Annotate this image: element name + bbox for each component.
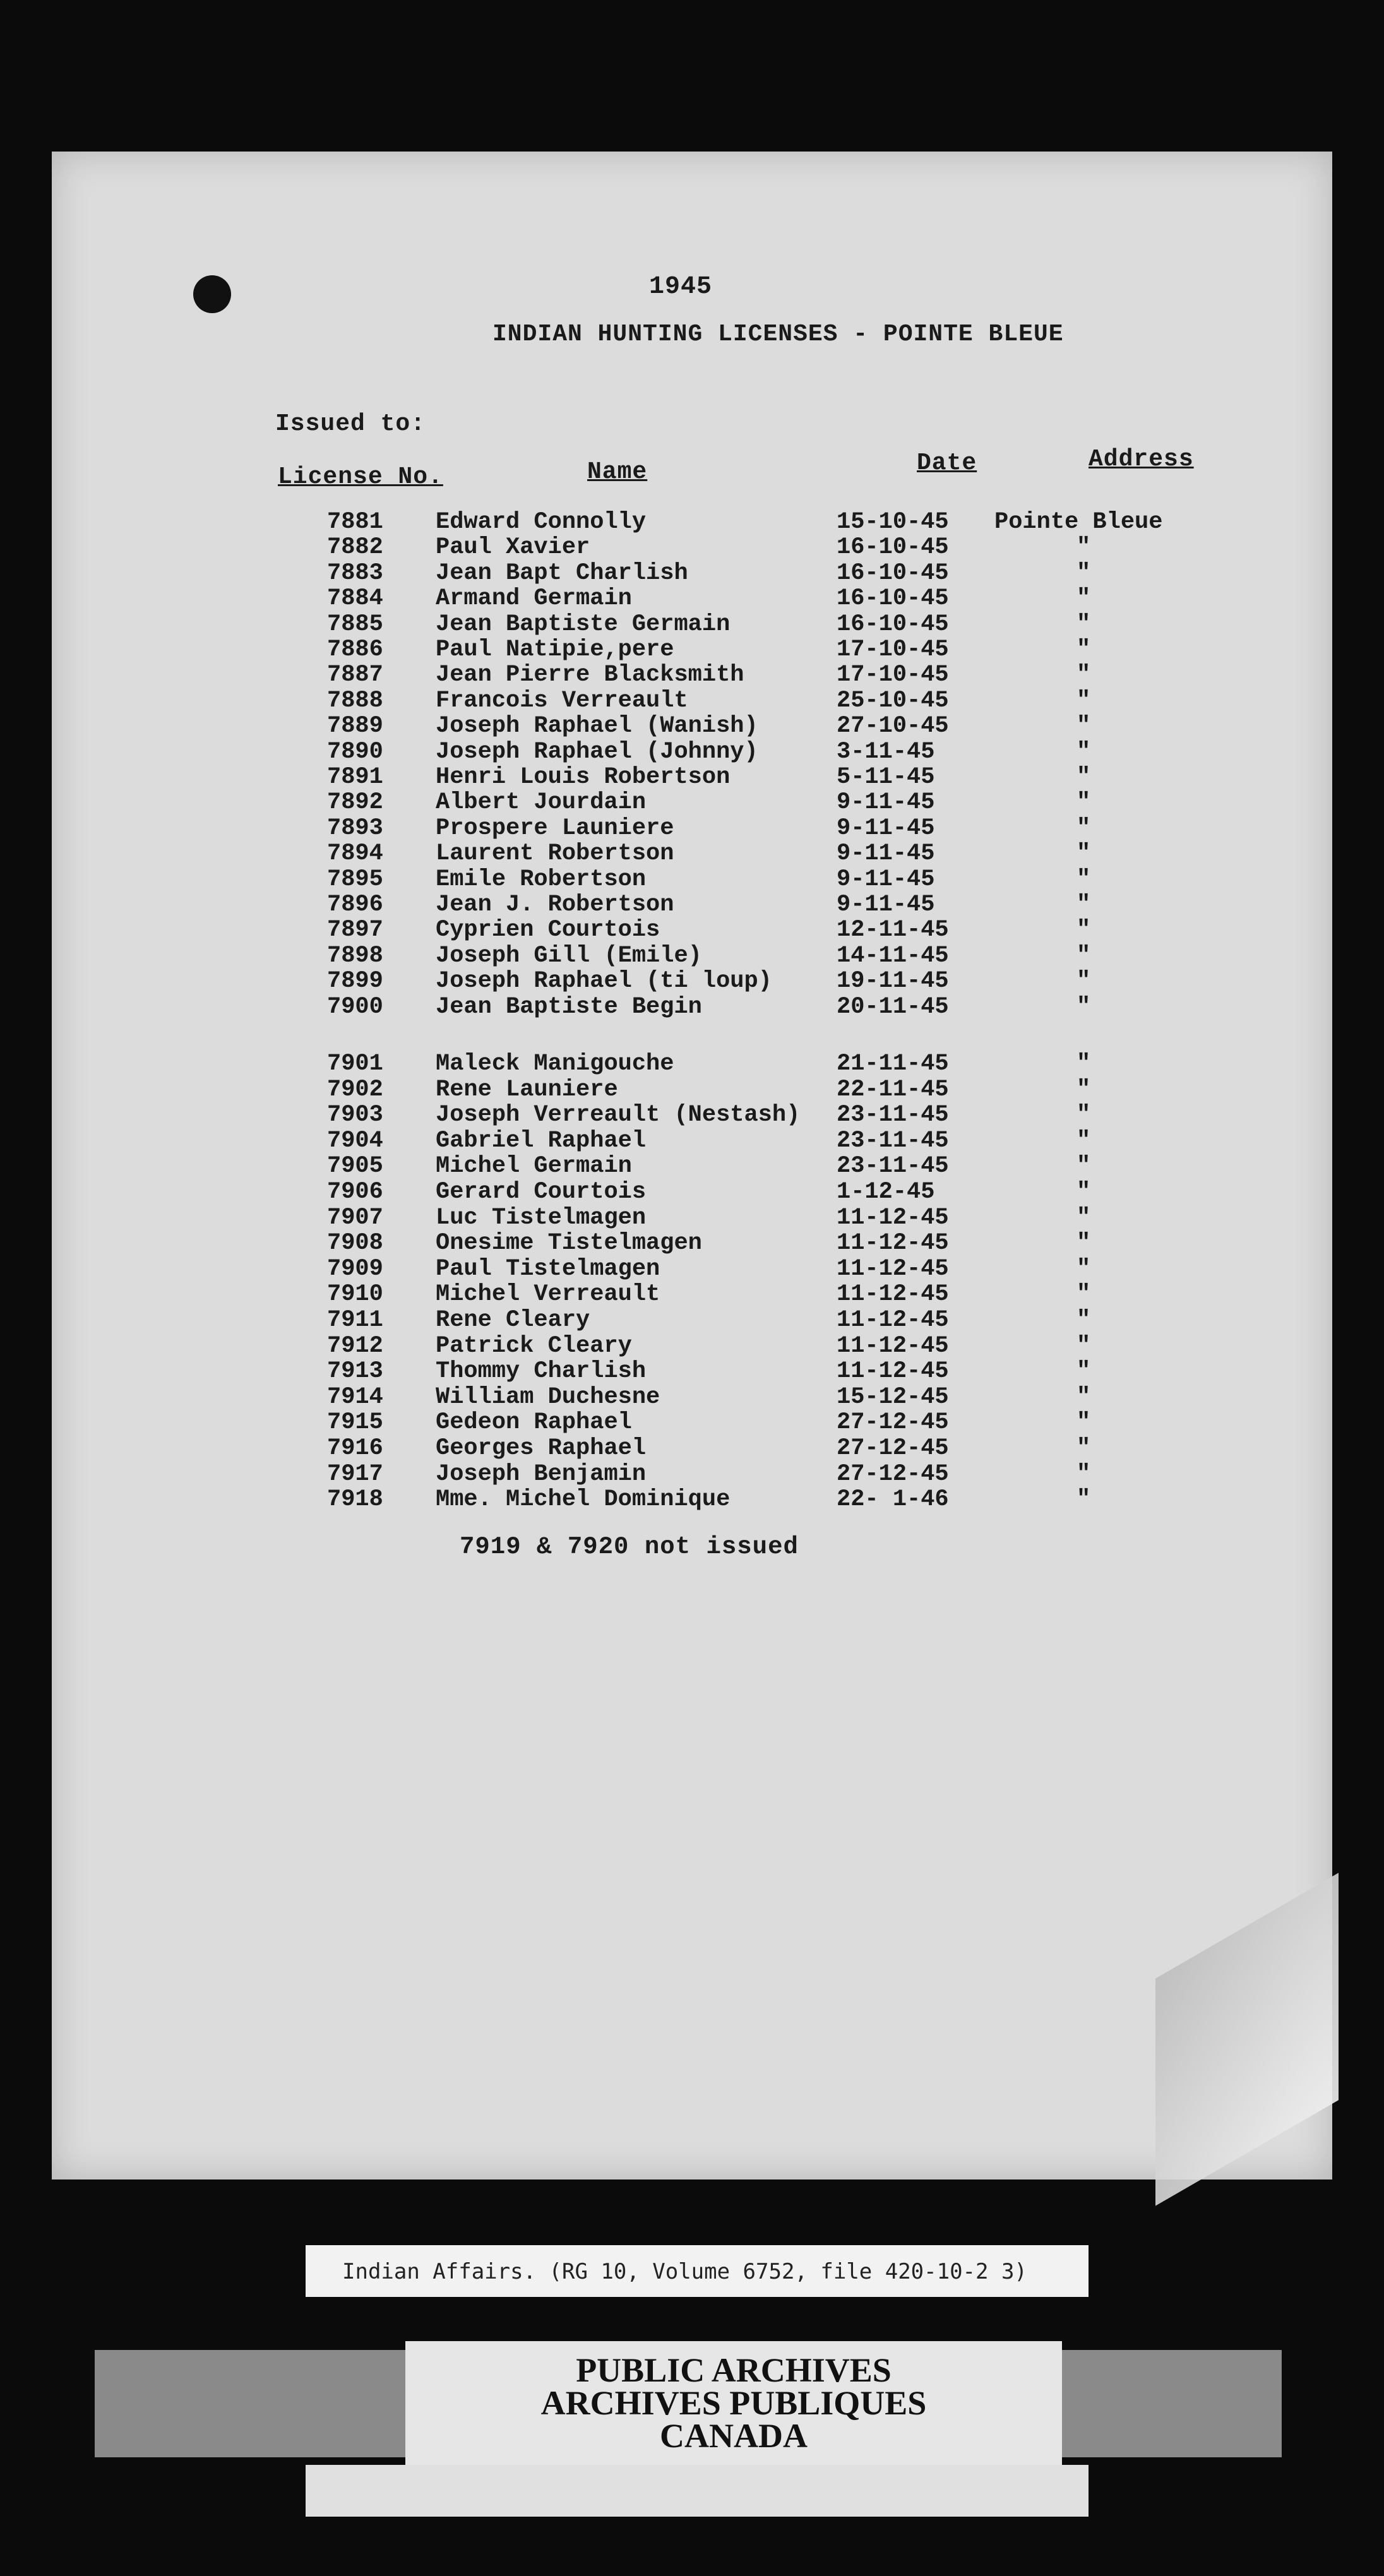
address: "	[1077, 840, 1091, 868]
licensee-name: Jean Bapt Charlish	[436, 559, 688, 587]
address: "	[1077, 814, 1091, 842]
licensee-name: Georges Raphael	[436, 1435, 647, 1462]
issue-date: 11-12-45	[837, 1230, 949, 1257]
license-number: 7900	[327, 993, 383, 1020]
issue-date: 5-11-45	[837, 764, 935, 790]
licensee-name: Paul Xavier	[436, 534, 590, 561]
licensee-name: Francois Verreault	[436, 687, 688, 714]
license-number: 7917	[327, 1460, 383, 1488]
license-number: 7896	[327, 891, 383, 918]
license-row	[0, 739, 1384, 764]
issue-date: 17-10-45	[837, 636, 949, 663]
license-row	[0, 1205, 1384, 1230]
license-number: 7894	[327, 840, 383, 868]
license-number: 7902	[327, 1076, 383, 1103]
license-number: 7910	[327, 1281, 383, 1308]
license-row	[0, 1435, 1384, 1460]
licensee-name: William Duchesne	[436, 1383, 660, 1410]
column-header-name: Name	[587, 458, 648, 486]
address: "	[1077, 585, 1091, 612]
license-row	[0, 1179, 1384, 1204]
archive-reference: Indian Affairs. (RG 10, Volume 6752, file 420-10-2 3)	[342, 2259, 1027, 2284]
issue-date: 27-12-45	[837, 1460, 949, 1488]
licensee-name: Michel Verreault	[436, 1281, 660, 1308]
issue-date: 16-10-45	[837, 611, 949, 638]
issue-date: 11-12-45	[837, 1307, 949, 1333]
license-row	[0, 1230, 1384, 1255]
address: "	[1077, 1383, 1091, 1410]
license-number: 7907	[327, 1204, 383, 1231]
address: "	[1077, 1051, 1091, 1077]
license-row	[0, 713, 1384, 738]
license-row	[0, 1409, 1384, 1434]
license-row	[0, 560, 1384, 585]
issue-date: 22-11-45	[837, 1076, 949, 1103]
column-header-date: Date	[917, 450, 977, 477]
licensee-name: Cyprien Courtois	[436, 917, 660, 944]
issue-date: 23-11-45	[837, 1102, 949, 1129]
issue-date: 9-11-45	[837, 891, 935, 918]
licensee-name: Paul Tistelmagen	[436, 1255, 660, 1282]
address: "	[1077, 1230, 1091, 1257]
license-row	[0, 789, 1384, 814]
licensee-name: Maleck Manigouche	[436, 1051, 674, 1077]
licensee-name: Prospere Launiere	[436, 814, 674, 842]
issue-date: 9-11-45	[837, 814, 935, 842]
license-row	[0, 1153, 1384, 1178]
licensee-name: Patrick Cleary	[436, 1332, 632, 1359]
bottom-strip	[306, 2465, 1089, 2517]
address: "	[1077, 1307, 1091, 1333]
issue-date: 23-11-45	[837, 1153, 949, 1180]
license-row	[0, 1358, 1384, 1383]
licensee-name: Gerard Courtois	[436, 1179, 647, 1205]
licensee-name: Gedeon Raphael	[436, 1409, 632, 1436]
address: "	[1077, 968, 1091, 995]
license-row	[0, 1128, 1384, 1153]
stamp-line-3: CANADA	[660, 2417, 808, 2455]
address: Pointe Bleue	[994, 509, 1163, 535]
address: "	[1077, 687, 1091, 714]
issue-date: 9-11-45	[837, 840, 935, 868]
license-number: 7888	[327, 687, 383, 714]
license-row	[0, 1051, 1384, 1076]
address: "	[1077, 1358, 1091, 1385]
license-number: 7916	[327, 1435, 383, 1462]
license-row	[0, 1486, 1384, 1512]
licensee-name: Onesime Tistelmagen	[436, 1230, 702, 1257]
archives-stamp	[405, 2341, 1062, 2467]
issue-date: 11-12-45	[837, 1358, 949, 1385]
address: "	[1077, 611, 1091, 638]
address: "	[1077, 1435, 1091, 1462]
license-number: 7892	[327, 789, 383, 816]
license-number: 7905	[327, 1153, 383, 1180]
address: "	[1077, 1409, 1091, 1436]
license-row	[0, 534, 1384, 559]
address: "	[1077, 1332, 1091, 1359]
issue-date: 15-12-45	[837, 1383, 949, 1410]
address: "	[1077, 738, 1091, 765]
licensee-name: Joseph Raphael (ti loup)	[436, 968, 772, 995]
address: "	[1077, 1153, 1091, 1180]
licensee-name: Joseph Raphael (Wanish)	[436, 713, 758, 740]
not-issued-note: 7919 & 7920 not issued	[460, 1533, 799, 1561]
address: "	[1077, 1486, 1091, 1513]
license-number: 7913	[327, 1358, 383, 1385]
license-number: 7885	[327, 611, 383, 638]
license-row	[0, 611, 1384, 636]
address: "	[1077, 534, 1091, 561]
license-number: 7891	[327, 764, 383, 790]
address: "	[1077, 942, 1091, 969]
address: "	[1077, 1281, 1091, 1308]
issue-date: 27-10-45	[837, 713, 949, 740]
issue-date: 12-11-45	[837, 917, 949, 944]
license-row	[0, 1076, 1384, 1102]
issue-date: 11-12-45	[837, 1281, 949, 1308]
licensee-name: Joseph Benjamin	[436, 1460, 647, 1488]
license-number: 7890	[327, 738, 383, 765]
address: "	[1077, 1255, 1091, 1282]
license-number: 7886	[327, 636, 383, 663]
issue-date: 15-10-45	[837, 509, 949, 535]
document-title: INDIAN HUNTING LICENSES - POINTE BLEUE	[492, 321, 1064, 348]
license-number: 7914	[327, 1383, 383, 1410]
licensee-name: Michel Germain	[436, 1153, 632, 1180]
license-row	[0, 994, 1384, 1019]
licensee-name: Paul Natipie,pere	[436, 636, 674, 663]
issue-date: 16-10-45	[837, 534, 949, 561]
issue-date: 11-12-45	[837, 1332, 949, 1359]
issue-date: 1-12-45	[837, 1179, 935, 1205]
address: "	[1077, 891, 1091, 918]
issue-date: 20-11-45	[837, 993, 949, 1020]
document-year: 1945	[649, 273, 713, 301]
license-number: 7893	[327, 814, 383, 842]
issue-date: 16-10-45	[837, 559, 949, 587]
address: "	[1077, 1127, 1091, 1154]
column-header-address: Address	[1089, 446, 1194, 473]
license-row	[0, 1384, 1384, 1409]
licensee-name: Albert Jourdain	[436, 789, 647, 816]
license-row	[0, 1333, 1384, 1358]
license-row	[0, 1102, 1384, 1127]
issue-date: 3-11-45	[837, 738, 935, 765]
stamp-line-1: PUBLIC ARCHIVES	[576, 2351, 892, 2389]
license-number: 7911	[327, 1307, 383, 1333]
license-row	[0, 968, 1384, 993]
licensee-name: Armand Germain	[436, 585, 632, 612]
license-number: 7912	[327, 1332, 383, 1359]
license-row	[0, 891, 1384, 917]
license-row	[0, 840, 1384, 866]
issue-date: 17-10-45	[837, 662, 949, 689]
issue-date: 9-11-45	[837, 789, 935, 816]
license-number: 7915	[327, 1409, 383, 1436]
issue-date: 11-12-45	[837, 1204, 949, 1231]
licensee-name: Mme. Michel Dominique	[436, 1486, 731, 1513]
address: "	[1077, 713, 1091, 740]
licensee-name: Joseph Verreault (Nestash)	[436, 1102, 801, 1129]
column-header-license-no: License No.	[278, 463, 443, 491]
license-row	[0, 1307, 1384, 1332]
licensee-name: Rene Cleary	[436, 1307, 590, 1333]
license-row	[0, 662, 1384, 687]
issued-to-label: Issued to:	[275, 410, 426, 438]
license-number: 7909	[327, 1255, 383, 1282]
stamp-line-2: ARCHIVES PUBLIQUES	[540, 2384, 927, 2422]
licensee-name: Jean Baptiste Germain	[436, 611, 731, 638]
license-number: 7883	[327, 559, 383, 587]
issue-date: 23-11-45	[837, 1127, 949, 1154]
license-number: 7887	[327, 662, 383, 689]
licensee-name: Henri Louis Robertson	[436, 764, 731, 790]
licensee-name: Joseph Raphael (Johnny)	[436, 738, 758, 765]
license-row	[0, 1256, 1384, 1281]
license-number: 7884	[327, 585, 383, 612]
license-row	[0, 943, 1384, 968]
issue-date: 19-11-45	[837, 968, 949, 995]
issue-date: 11-12-45	[837, 1255, 949, 1282]
licensee-name: Thommy Charlish	[436, 1358, 647, 1385]
address: "	[1077, 993, 1091, 1020]
issue-date: 27-12-45	[837, 1409, 949, 1436]
issue-date: 27-12-45	[837, 1435, 949, 1462]
issue-date: 16-10-45	[837, 585, 949, 612]
license-row	[0, 636, 1384, 662]
license-number: 7899	[327, 968, 383, 995]
license-number: 7882	[327, 534, 383, 561]
license-row	[0, 866, 1384, 891]
licensee-name: Jean Pierre Blacksmith	[436, 662, 744, 689]
address: "	[1077, 789, 1091, 816]
license-row	[0, 815, 1384, 840]
issue-date: 14-11-45	[837, 942, 949, 969]
issue-date: 22- 1-46	[837, 1486, 949, 1513]
address: "	[1077, 1460, 1091, 1488]
licensee-name: Jean J. Robertson	[436, 891, 674, 918]
license-number: 7898	[327, 942, 383, 969]
license-number: 7895	[327, 866, 383, 893]
licensee-name: Gabriel Raphael	[436, 1127, 647, 1154]
licensee-name: Laurent Robertson	[436, 840, 674, 868]
license-row	[0, 688, 1384, 713]
issue-date: 25-10-45	[837, 687, 949, 714]
license-number: 7904	[327, 1127, 383, 1154]
license-number: 7918	[327, 1486, 383, 1513]
license-row	[0, 764, 1384, 789]
address: "	[1077, 764, 1091, 790]
license-row	[0, 1281, 1384, 1306]
address: "	[1077, 917, 1091, 944]
licensee-name: Luc Tistelmagen	[436, 1204, 647, 1231]
issue-date: 21-11-45	[837, 1051, 949, 1077]
license-number: 7897	[327, 917, 383, 944]
licensee-name: Edward Connolly	[436, 509, 647, 535]
address: "	[1077, 1076, 1091, 1103]
address: "	[1077, 866, 1091, 893]
license-number: 7903	[327, 1102, 383, 1129]
address: "	[1077, 662, 1091, 689]
license-row	[0, 1461, 1384, 1486]
license-number: 7889	[327, 713, 383, 740]
license-number: 7881	[327, 509, 383, 535]
license-row	[0, 509, 1384, 534]
address: "	[1077, 1102, 1091, 1129]
licensee-name: Emile Robertson	[436, 866, 647, 893]
issue-date: 9-11-45	[837, 866, 935, 893]
license-number: 7901	[327, 1051, 383, 1077]
licensee-name: Rene Launiere	[436, 1076, 618, 1103]
punch-hole	[193, 275, 231, 313]
address: "	[1077, 559, 1091, 587]
license-number: 7908	[327, 1230, 383, 1257]
address: "	[1077, 1179, 1091, 1205]
address: "	[1077, 636, 1091, 663]
licensee-name: Jean Baptiste Begin	[436, 993, 702, 1020]
address: "	[1077, 1204, 1091, 1231]
archive-caption	[306, 2245, 1089, 2297]
license-row	[0, 917, 1384, 942]
licensee-name: Joseph Gill (Emile)	[436, 942, 702, 969]
license-row	[0, 585, 1384, 611]
license-number: 7906	[327, 1179, 383, 1205]
